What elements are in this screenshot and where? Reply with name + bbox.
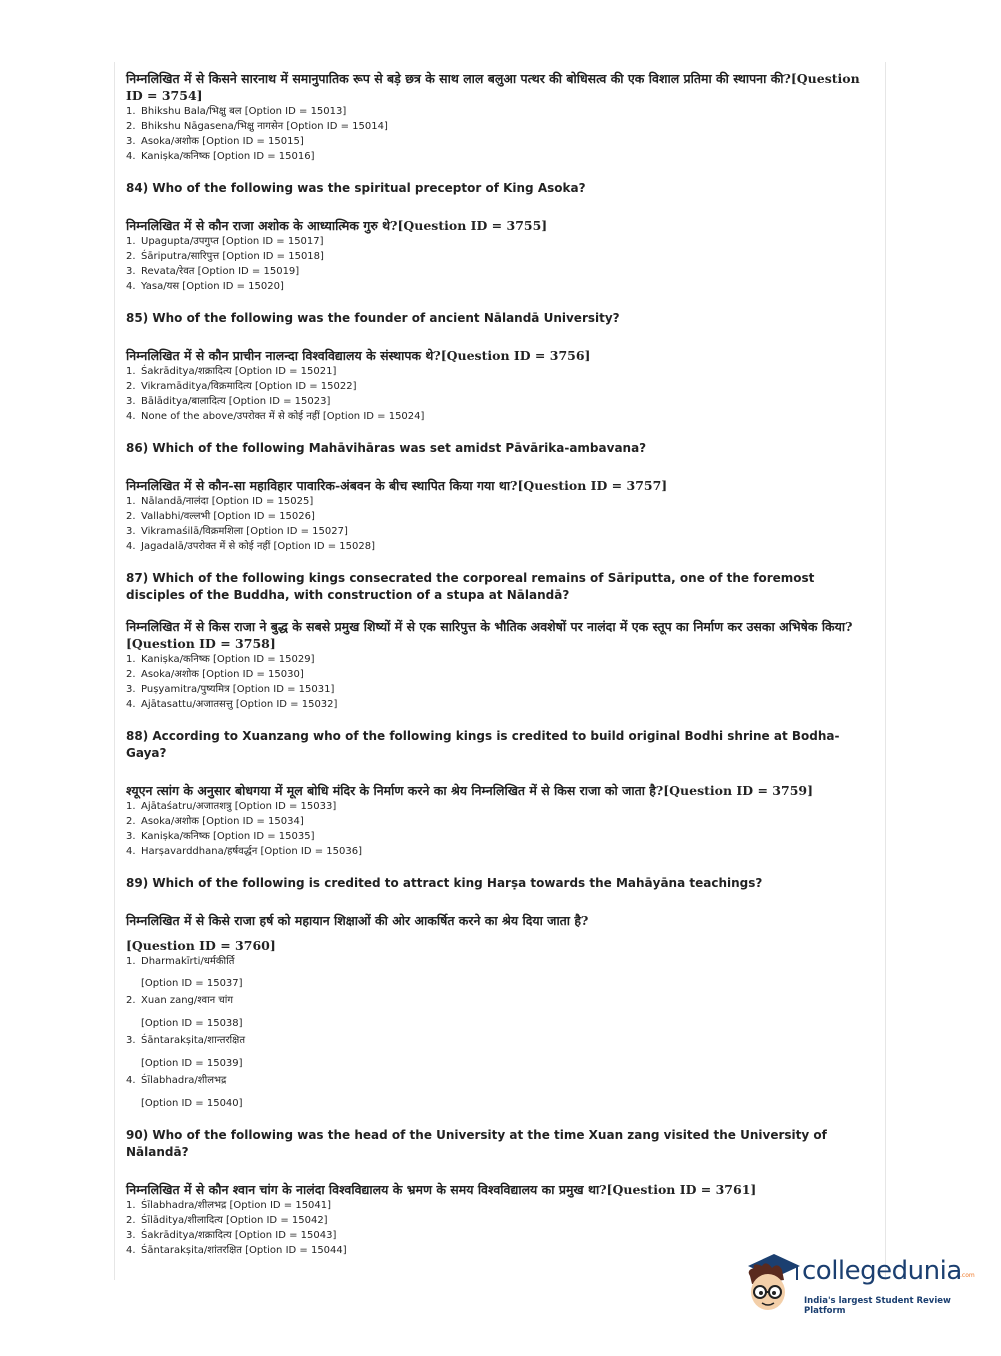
option: 1. Dharmakīrti/धर्मकीर्ति xyxy=(126,956,235,967)
option-list xyxy=(126,364,866,424)
option: 2. Bhikshu Nāgasena/भिक्षु नागसेन [Option ID = 15014] xyxy=(126,121,388,132)
logo-domain: .com xyxy=(960,1272,975,1279)
option: 1. Śakrāditya/शक्रादित्य [Option ID = 15021] xyxy=(126,366,337,377)
option: 4. None of the above/उपरोक्त में से कोई नहीं [Option ID = 15024] xyxy=(126,411,425,422)
question-english: 89) Which of the following is credited to attract king Harṣa towards the Mahāyāna teachings? xyxy=(126,876,763,890)
option: 2. Vikramāditya/विक्रमादित्य [Option ID = 15022] xyxy=(126,381,357,392)
option-list xyxy=(126,234,866,294)
option: 3. Śāntarakṣita/शान्तरक्षित xyxy=(126,1035,246,1046)
question-hindi: निम्नलिखित में से कौन श्वान चांग के नालंदा विश्वविद्यालय के भ्रमण के समय विश्वविद्यालय का प्रमुख था?[Question ID = 3761] xyxy=(126,1182,757,1197)
option: 1. Upagupta/उपगुप्त [Option ID = 15017] xyxy=(126,236,324,247)
option: 4. Harṣavarddhana/हर्षवर्द्धन [Option ID = 15036] xyxy=(126,846,362,857)
option-list xyxy=(126,954,866,1111)
question-english: 86) Which of the following Mahāvihāras was set amidst Pāvārika-ambavana? xyxy=(126,441,647,455)
option: 4. Jagadalā/उपरोक्त में से कोई नहीं [Option ID = 15028] xyxy=(126,541,376,552)
option: 3. Vikramaśilā/विक्रमशिला [Option ID = 15027] xyxy=(126,526,348,537)
question-87 xyxy=(126,570,866,712)
option-list xyxy=(126,494,866,554)
question-84 xyxy=(126,180,866,294)
question-86 xyxy=(126,440,866,554)
question-88 xyxy=(126,728,866,859)
question-83 xyxy=(126,70,866,164)
question-english: 84) Who of the following was the spiritual preceptor of King Asoka? xyxy=(126,181,586,195)
question-hindi: निम्नलिखित में से किसे राजा हर्ष को महायान शिक्षाओं की ओर आकर्षित करने का श्रेय दिया जाता है? xyxy=(126,913,589,928)
logo-wordmark: collegedunia xyxy=(802,1256,962,1286)
option-id: [Option ID = 15037] xyxy=(141,978,243,989)
option: 3. Bālāditya/बालादित्य [Option ID = 15023] xyxy=(126,396,331,407)
option-id: [Option ID = 15039] xyxy=(141,1058,243,1069)
option-id: [Option ID = 15040] xyxy=(141,1098,243,1109)
option: 2. Xuan zang/श्वान चांग xyxy=(126,995,233,1006)
question-85 xyxy=(126,310,866,424)
option-list xyxy=(126,104,866,164)
question-89 xyxy=(126,875,866,1111)
option: 2. Asoka/अशोक [Option ID = 15034] xyxy=(126,816,304,827)
option: 3. Puṣyamitra/पुष्यमित्र [Option ID = 15031] xyxy=(126,684,335,695)
option-list xyxy=(126,799,866,859)
option: 1. Śīlabhadra/शीलभद्र [Option ID = 15041] xyxy=(126,1200,332,1211)
option: 4. Ajātasattu/अजातसत्तु [Option ID = 15032] xyxy=(126,699,338,710)
question-hindi: निम्नलिखित में से किस राजा ने बुद्ध के सबसे प्रमुख शिष्यों में से एक सारिपुत्त के भौतिक अवशेषों पर नालंदा में एक स्तूप का निर्माण कर उसका अभिषेक किया?[Question ID = 3758] xyxy=(126,619,853,651)
option: 2. Śāriputra/सारिपुत्त [Option ID = 15018] xyxy=(126,251,324,262)
question-list xyxy=(126,70,866,1274)
mascot-icon xyxy=(740,1250,804,1316)
option-list xyxy=(126,1198,866,1258)
question-hindi: निम्नलिखित में से कौन राजा अशोक के आध्यात्मिक गुरु थे?[Question ID = 3755] xyxy=(126,218,548,233)
collegedunia-logo[interactable] xyxy=(740,1250,975,1316)
question-hindi: निम्नलिखित में से कौन-सा महाविहार पावारिक-अंबवन के बीच स्थापित किया गया था?[Question ID = 3757] xyxy=(126,478,668,493)
question-id: [Question ID = 3760] xyxy=(126,938,276,953)
option-list xyxy=(126,652,866,712)
option: 3. Asoka/अशोक [Option ID = 15015] xyxy=(126,136,304,147)
option: 4. Kaniṣka/कनिष्क [Option ID = 15016] xyxy=(126,151,315,162)
option: 1. Nālandā/नालंदा [Option ID = 15025] xyxy=(126,496,314,507)
option: 3. Kaniṣka/कनिष्क [Option ID = 15035] xyxy=(126,831,315,842)
logo-tagline: India's largest Student Review Platform xyxy=(804,1296,951,1316)
question-hindi: निम्नलिखित में से किसने सारनाथ में समानुपातिक रूप से बड़े छत्र के साथ लाल बलुआ पत्थर की बोधिसत्व की एक विशाल प्रतिमा की स्थापना की?[Question ID = 3754] xyxy=(126,71,860,103)
question-english: 87) Which of the following kings consecrated the corporeal remains of Sāriputta, one of the foremost disciples of the Buddha, with construction of a stupa at Nālandā? xyxy=(126,571,815,602)
question-english: 90) Who of the following was the head of the University at the time Xuan zang visited the University of Nālandā? xyxy=(126,1128,827,1159)
option-id: [Option ID = 15038] xyxy=(141,1018,243,1029)
option: 3. Śakrāditya/शक्रादित्य [Option ID = 15043] xyxy=(126,1230,337,1241)
question-90 xyxy=(126,1127,866,1258)
question-hindi: निम्नलिखित में से कौन प्राचीन नालन्दा विश्वविद्यालय के संस्थापक थे?[Question ID = 3756] xyxy=(126,348,591,363)
option: 2. Śīlāditya/शीलादित्य [Option ID = 15042] xyxy=(126,1215,328,1226)
option: 2. Asoka/अशोक [Option ID = 15030] xyxy=(126,669,304,680)
question-hindi: श्यूएन त्सांग के अनुसार बोधगया में मूल बोधि मंदिर के निर्माण करने का श्रेय निम्नलिखित में से किस राजा को जाता है?[Question ID = 3759] xyxy=(126,783,814,798)
option: 1. Ajātaśatru/अजातशत्रु [Option ID = 15033] xyxy=(126,801,337,812)
option: 4. Yasa/यस [Option ID = 15020] xyxy=(126,281,284,292)
option: 1. Bhikshu Bala/भिक्षु बल [Option ID = 15013] xyxy=(126,106,347,117)
question-english: 85) Who of the following was the founder of ancient Nālandā University? xyxy=(126,311,620,325)
option: 1. Kaniṣka/कनिष्क [Option ID = 15029] xyxy=(126,654,315,665)
option: 4. Śāntarakṣita/शांतरक्षित [Option ID = 15044] xyxy=(126,1245,347,1256)
option: 2. Vallabhi/वल्लभी [Option ID = 15026] xyxy=(126,511,315,522)
question-english: 88) According to Xuanzang who of the following kings is credited to build original Bodhi shrine at Bodha-Gaya? xyxy=(126,729,840,760)
option: 3. Revata/रेवत [Option ID = 15019] xyxy=(126,266,300,277)
option: 4. Śīlabhadra/शीलभद्र xyxy=(126,1075,227,1086)
